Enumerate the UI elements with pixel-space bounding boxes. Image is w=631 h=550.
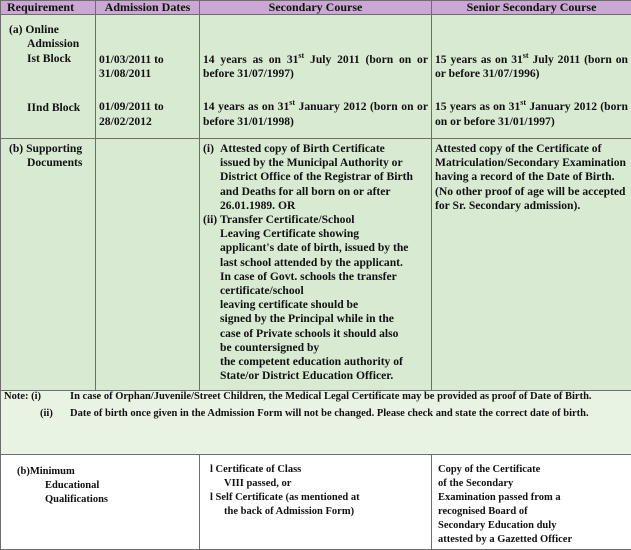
senior-documents-line: Matriculation/Secondary Examination [435, 156, 628, 170]
birth-certificate-item: (i) Attested copy of Birth Certificate issued by the Municipal Authority or District Office of the Registrar of Birth and Deaths for all born on or after 26.01.1989. OR [203, 142, 428, 213]
minimum-secondary-cell [200, 455, 432, 550]
block2-senior-age: 15 years as on 31st January 2012 (born on or before 31/01/1997) [435, 100, 628, 128]
senior-documents-cell [432, 139, 631, 391]
birth-certificate-line: 26.01.1989. OR [220, 199, 428, 213]
senior-documents-line: (No other proof of age will be accepted [435, 185, 628, 199]
transfer-certificate-line: the competent education authority of [220, 355, 428, 369]
senior-documents-line: Attested copy of the Certificate of [435, 142, 628, 156]
transfer-certificate-line: applicant's date of birth, issued by the [220, 241, 428, 255]
header-requirement: Requirement [1, 1, 96, 15]
header-admission-dates: Admission Dates [96, 1, 200, 15]
minimum-title-1: (b)Minimum [17, 465, 196, 479]
transfer-certificate-line: be countersigned by [220, 341, 428, 355]
supporting-dates-cell [96, 139, 200, 391]
transfer-certificate-line: leaving certificate should be [220, 298, 428, 312]
supporting-title-1: (b) Supporting [9, 142, 92, 156]
birth-certificate-line: Attested copy of Birth Certificate [220, 142, 428, 156]
transfer-certificate-line: signed by the Principal while in the [220, 312, 428, 326]
birth-certificate-line: and Deaths for all born on or after [220, 185, 428, 199]
online-admission-row [1, 15, 631, 139]
minimum-senior-line: of the Secondary [438, 477, 628, 491]
block2-secondary-age: 14 years as on 31st January 2012 (born on or before 31/01/1998) [203, 100, 428, 128]
senior-documents-line: for Sr. Secondary admission). [435, 199, 628, 213]
note-line-1: Note: (i) In case of Orphan/Juvenile/Street Children, the Medical Legal Certificate may be provided as proof of Date of Birth. [4, 391, 628, 403]
birth-certificate-line: District Office of the Registrar of Birth [220, 170, 428, 184]
supporting-documents-row [1, 139, 631, 391]
table-header-row [1, 1, 631, 15]
minimum-senior-line: attested by a Gazetted Officer [438, 533, 628, 547]
senior-documents-line: having a record of the Date of Birth. [435, 170, 628, 184]
supporting-title-2: Documents [9, 156, 92, 170]
note-line-2: (ii) Date of birth once given in the Admission Form will not be changed. Please check and state the correct date of birth. [4, 408, 628, 420]
transfer-certificate-line: certificate/school [220, 284, 428, 298]
block1-label: Ist Block [9, 52, 92, 66]
block1-dates: 01/03/2011 to 31/08/2011 [99, 53, 196, 81]
supporting-documents-label-cell [1, 139, 96, 391]
minimum-senior-line: recognised Board of [438, 505, 628, 519]
minimum-secondary-line: VIII passed, or [210, 477, 428, 491]
block1-secondary-age: 14 years as on 31st July 2011 (born on or before 31/07/1997) [203, 53, 428, 81]
block2-dates: 01/09/2011 to 28/02/2012 [99, 100, 196, 128]
block1-senior-age: 15 years as on 31st July 2011 (born on or before 31/07/1996) [435, 53, 628, 81]
birth-certificate-line: issued by the Municipal Authority or [220, 156, 428, 170]
minimum-qualifications-row [1, 455, 631, 550]
online-admission-title-2: Admission [9, 37, 92, 51]
online-admission-title-1: (a) Online [9, 23, 92, 37]
header-secondary-course: Secondary Course [200, 1, 432, 15]
transfer-certificate-line: last school attended by the applicant. [220, 256, 428, 270]
minimum-title-2: Educational [17, 479, 196, 493]
minimum-secondary-line: l Certificate of Class [210, 463, 428, 477]
block2-label: IInd Block [9, 101, 92, 115]
minimum-secondary-line: the back of Admission Form) [210, 505, 428, 519]
minimum-qualifications-label-cell [1, 455, 200, 550]
transfer-certificate-line: Transfer Certificate/School [220, 213, 428, 227]
admission-dates-cell [96, 15, 200, 139]
minimum-senior-line: Secondary Education duly [438, 519, 628, 533]
transfer-certificate-item: (ii) Transfer Certificate/School Leaving Certificate showing applicant's date of birth, issued by the last school attended by the applicant. In case of Govt. schools the transfer certificate/school leaving certificate should be signed by the Principal while in the case of Private schools it should also be countersigned by the competent education authority of State/or District Education Officer. [203, 213, 428, 383]
online-admission-label-cell [1, 15, 96, 139]
senior-age-cell [432, 15, 631, 139]
minimum-title-3: Qualifications [17, 493, 196, 507]
header-senior-secondary-course: Senior Secondary Course [432, 1, 631, 15]
transfer-certificate-line: Leaving Certificate showing [220, 227, 428, 241]
transfer-certificate-line: State/or District Education Officer. [220, 369, 428, 383]
minimum-senior-line: Copy of the Certificate [438, 463, 628, 477]
secondary-documents-cell [200, 139, 432, 391]
transfer-certificate-line: case of Private schools it should also [220, 327, 428, 341]
minimum-senior-cell [432, 455, 631, 550]
transfer-certificate-line: In case of Govt. schools the transfer [220, 270, 428, 284]
note-row [1, 391, 631, 455]
minimum-senior-line: Examination passed from a [438, 491, 628, 505]
note-cell [1, 391, 631, 455]
secondary-age-cell [200, 15, 432, 139]
minimum-secondary-line: l Self Certificate (as mentioned at [210, 491, 428, 505]
